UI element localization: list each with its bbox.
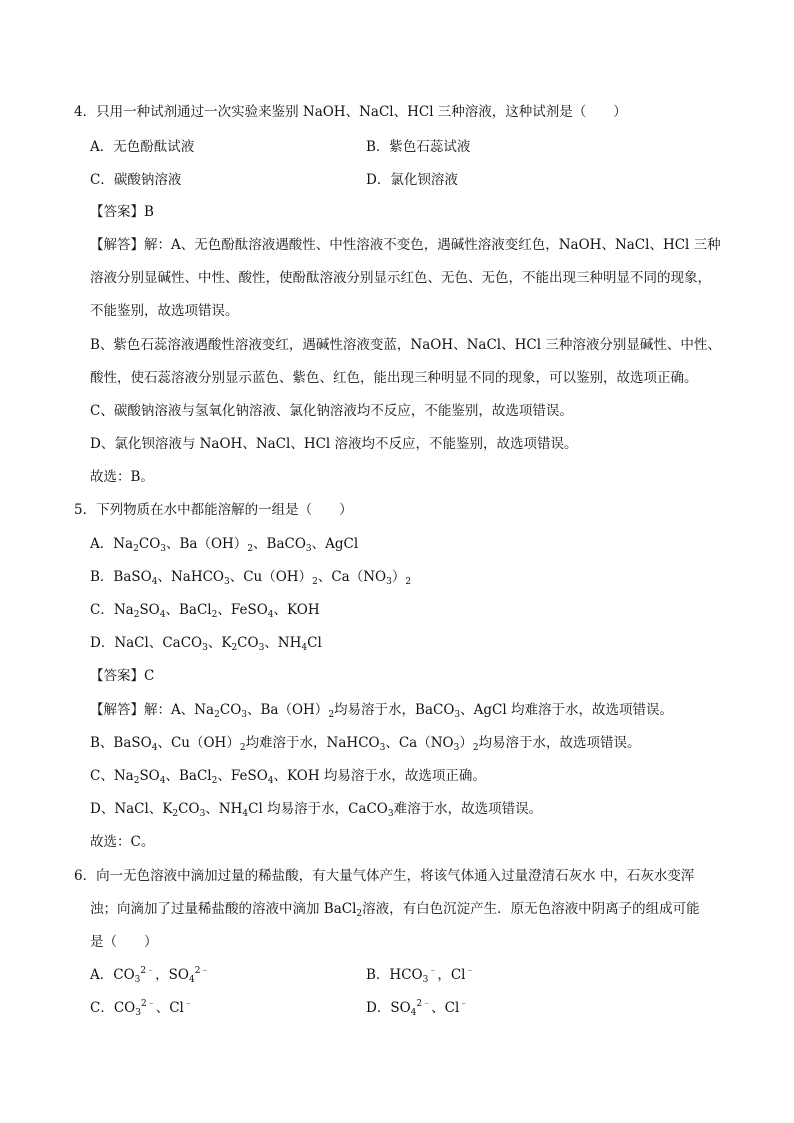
- question-6-stem: 是（ ）: [90, 934, 158, 950]
- q4-analysis-line: 不能鉴别，故选项错误。: [90, 303, 239, 319]
- q5-analysis-line: D、NaCl、$K_2CO_3$、$NH_4Cl$ 均易溶于水，CaCO$_3$难溶于水，故选项错误。: [90, 801, 543, 819]
- q4-option-b: B．紫色石蕊试液: [366, 139, 471, 155]
- q6-option-b: B．$HCO_3^﹣$，Cl﹣: [366, 966, 475, 985]
- q4-analysis-line: 酸性，使石蕊溶液分别显示蓝色、紫色、红色，能出现三种明显不同的现象，可以鉴别，故选项正确。: [90, 370, 698, 386]
- q6-option-c: C．$CO_3^{2﹣}$、Cl﹣: [90, 999, 193, 1018]
- q5-option-c: C．$Na_2SO_4$、BaCl$_2$、FeSO$_4$、KOH: [90, 602, 320, 620]
- question-4-stem: 4．只用一种试剂通过一次实验来鉴别 NaOH、NaCl、HCl 三种溶液，这种试剂是（ ）: [74, 104, 627, 120]
- question-5-stem: 5．下列物质在水中都能溶解的一组是（ ）: [74, 502, 353, 518]
- q5-analysis-line: 故选：C。: [90, 834, 155, 850]
- q4-analysis-line: 【解答】解：A、无色酚酞溶液遇酸性、中性溶液不变色，遇碱性溶液变红色，NaOH、NaCl、HCl 三种: [90, 237, 721, 253]
- q4-analysis-line: D、氯化钡溶液与 NaOH、NaCl、HCl 溶液均不反应，不能鉴别，故选项错误。: [90, 436, 578, 452]
- q4-answer: 【答案】B: [90, 204, 154, 220]
- q5-analysis-line: B、BaSO$_4$、$Cu(OH)_2$均难溶于水，NaHCO$_3$、$Ca(NO_3)_2$均易溶于水，故选项错误。: [90, 735, 641, 753]
- q5-option-b: B．BaSO$_4$、NaHCO$_3$、$Cu(OH)_2$、$Ca(NO_3)_2$: [90, 569, 412, 587]
- q4-analysis-line: 故选：B。: [90, 469, 154, 485]
- q5-answer: 【答案】C: [90, 668, 155, 684]
- q4-analysis-line: C、碳酸钠溶液与氢氧化钠溶液、氯化钠溶液均不反应，不能鉴别，故选项错误。: [90, 403, 573, 419]
- q5-option-d: D．NaCl、CaCO$_3$、$K_2CO_3$、$NH_4Cl$: [90, 635, 322, 653]
- q5-analysis-line: 【解答】解：A、$Na_2CO_3$、$Ba(OH)_2$均易溶于水，BaCO$_3$、AgCl 均难溶于水，故选项错误。: [90, 702, 673, 720]
- q4-analysis-line: B、紫色石蕊溶液遇酸性溶液变红，遇碱性溶液变蓝，NaOH、NaCl、HCl 三种溶液分别显碱性、中性、: [90, 337, 721, 353]
- question-6-stem: 6．向一无色溶液中滴加过量的稀盐酸，有大量气体产生，将该气体通入过量澄清石灰水 中，石灰水变浑: [74, 868, 695, 884]
- q5-option-a: A．$Na_2CO_3$、$Ba(OH)_2$、BaCO$_3$、AgCl: [90, 536, 359, 554]
- q4-analysis-line: 溶液分别显碱性、中性、酸性，使酚酞溶液分别显示红色、无色、无色，不能出现三种明显不同的现象，: [90, 270, 711, 286]
- q4-option-c: C．碳酸钠溶液: [90, 172, 182, 188]
- q4-option-a: A．无色酚酞试液: [90, 139, 195, 155]
- q5-analysis-line: C、$Na_2SO_4$、BaCl$_2$、FeSO$_4$、KOH 均易溶于水，故选项正确。: [90, 768, 486, 786]
- question-6-stem: 浊；向滴加了过量稀盐酸的溶液中滴加 BaCl$_2$溶液，有白色沉淀产生．原无色溶液中阴离子的组成可能: [90, 901, 700, 919]
- q6-option-a: A．$CO_3^{2﹣}$，$SO_4^{2﹣}$: [90, 966, 210, 985]
- q4-option-d: D．氯化钡溶液: [366, 172, 458, 188]
- q6-option-d: D．$SO_4^{2﹣}$、Cl﹣: [366, 999, 469, 1018]
